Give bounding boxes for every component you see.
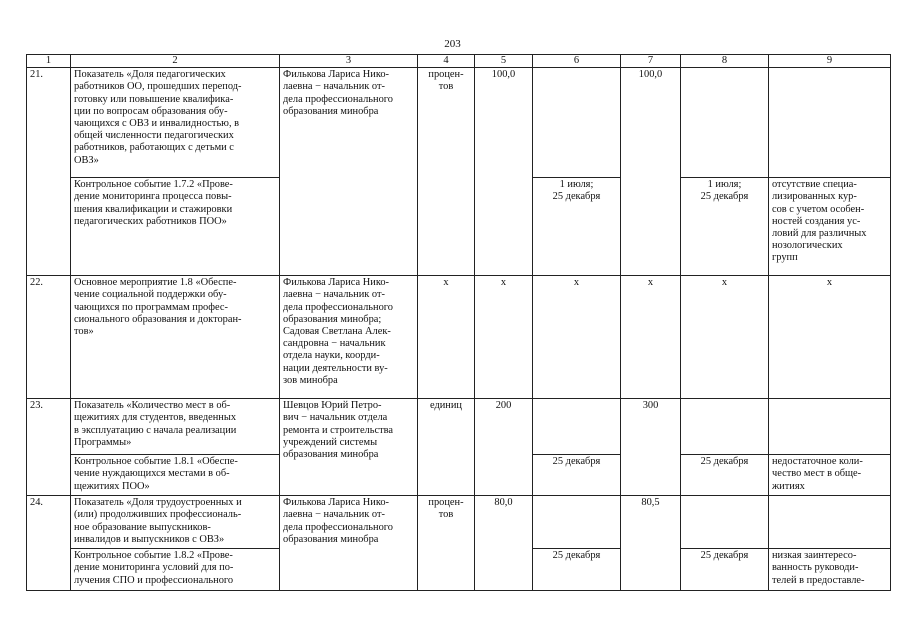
indicator-cell: Основное мероприятие 1.8 «Обеспе- чение социальной поддержки обу- чающихся по программам профес- сионального образования и докторан- тов» (71, 276, 280, 399)
value-col8: х (681, 276, 769, 399)
value-col6 (533, 68, 621, 178)
responsible-cell: Филькова Лариса Нико- лаевна − начальник от- дела профессионального образования минобра (280, 496, 418, 591)
event-date-col6: 25 декабря (533, 549, 621, 591)
table-row (27, 399, 891, 455)
event-date-col8: 25 декабря (681, 455, 769, 496)
value-col9 (769, 68, 891, 178)
responsible-cell: Филькова Лариса Нико- лаевна − начальник от- дела профессионального образования минобра (280, 68, 418, 276)
header-cell: 9 (769, 55, 891, 68)
value-col7: 80,5 (621, 496, 681, 591)
header-cell: 2 (71, 55, 280, 68)
control-event-cell: Контрольное событие 1.8.2 «Прове- дение мониторинга условий для по- лучения СПО и профессионального (71, 549, 280, 591)
value-col5: х (475, 276, 533, 399)
event-risk-col9: отсутствие специа- лизированных кур- сов с учетом особен- ностей создания ус- ловий для различных нозологических групп (769, 178, 891, 276)
table-row (27, 276, 891, 399)
value-col7: 300 (621, 399, 681, 496)
value-col6 (533, 496, 621, 549)
event-date-col6: 1 июля; 25 декабря (533, 178, 621, 276)
value-col4: х (418, 276, 475, 399)
event-risk-col9: низкая заинтересо- ванность руководи- телей в предоставле- (769, 549, 891, 591)
header-cell: 6 (533, 55, 621, 68)
header-cell: 4 (418, 55, 475, 68)
page-number: 203 (444, 38, 461, 50)
table-row (27, 68, 891, 178)
value-col8 (681, 68, 769, 178)
header-cell: 1 (27, 55, 71, 68)
header-cell: 5 (475, 55, 533, 68)
event-date-col8: 25 декабря (681, 549, 769, 591)
unit-cell: единиц (418, 399, 475, 496)
indicator-cell: Показатель «Количество мест в об- щежитиях для студентов, введенных в эксплуатацию с начала реализации Программы» (71, 399, 280, 455)
value-col9 (769, 496, 891, 549)
value-col5: 100,0 (475, 68, 533, 276)
plan-table (26, 54, 891, 591)
indicator-cell: Показатель «Доля трудоустроенных и (или) продолживших профессиональ- ное образование выпускников- инвалидов и выпускников с ОВЗ» (71, 496, 280, 549)
value-col8 (681, 496, 769, 549)
header-cell: 7 (621, 55, 681, 68)
indicator-cell: Показатель «Доля педагогических работников ОО, прошедших перепод- готовку или повышение квалифика- ции по вопросам образования обу- чающихся с ОВЗ и инвалидностью, в общей численности педагогических работников, работающих с детьми с ОВЗ» (71, 68, 280, 178)
control-event-cell: Контрольное событие 1.8.1 «Обеспе- чение нуждающихся местами в об- щежитиях ПОО» (71, 455, 280, 496)
value-col8 (681, 399, 769, 455)
row-number: 24. (27, 496, 71, 591)
event-risk-col9: недостаточное коли- чество мест в обще- житиях (769, 455, 891, 496)
header-row (27, 55, 891, 68)
header-cell: 3 (280, 55, 418, 68)
responsible-cell: Шевцов Юрий Петро- вич − начальник отдела ремонта и строительства учреждений системы образования минобра (280, 399, 418, 496)
row-number: 21. (27, 68, 71, 276)
control-event-cell: Контрольное событие 1.7.2 «Прове- дение мониторинга процесса повы- шения квалификации и стажировки педагогических работников ПОО» (71, 178, 280, 276)
value-col9 (769, 399, 891, 455)
value-col7: 100,0 (621, 68, 681, 276)
event-date-col8: 1 июля; 25 декабря (681, 178, 769, 276)
header-cell: 8 (681, 55, 769, 68)
value-col6: х (533, 276, 621, 399)
value-col5: 200 (475, 399, 533, 496)
value-col9: х (769, 276, 891, 399)
unit-cell: процен- тов (418, 496, 475, 591)
event-date-col6: 25 декабря (533, 455, 621, 496)
table-row (27, 496, 891, 549)
value-col6 (533, 399, 621, 455)
unit-cell: процен- тов (418, 68, 475, 276)
row-number: 23. (27, 399, 71, 496)
row-number: 22. (27, 276, 71, 399)
value-col7: х (621, 276, 681, 399)
responsible-cell: Филькова Лариса Нико- лаевна − начальник от- дела профессионального образования минобра; Садовая Светлана Алек- сандровна − начальник отдела науки, коорди- нации деятельности ву- зов минобра (280, 276, 418, 399)
value-col5: 80,0 (475, 496, 533, 591)
